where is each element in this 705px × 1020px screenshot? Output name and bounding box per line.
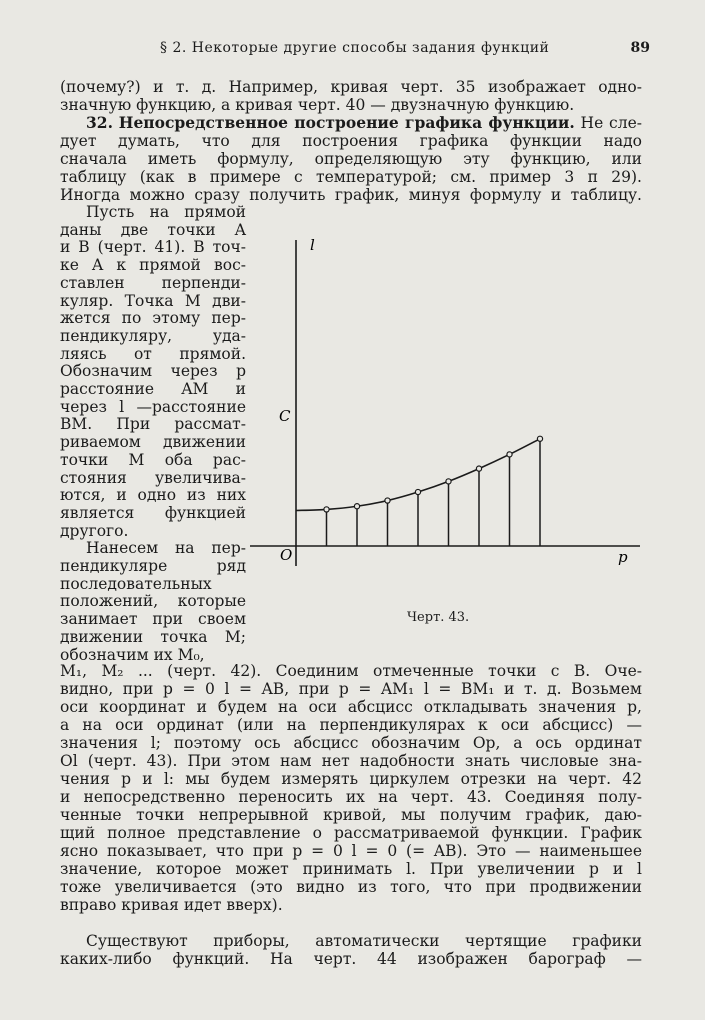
text-line: и B (черт. 41). В точ-: [60, 238, 246, 257]
origin-label: O: [280, 546, 293, 564]
text-line: BM. При рассмат-: [60, 415, 246, 434]
text-line: оси координат и будем на оси абсцисс откладывать значения p,: [60, 698, 642, 716]
section-heading-tail: Не сле-: [580, 114, 642, 132]
figure-caption: Черт. 43.: [407, 610, 470, 625]
page-number: 89: [630, 40, 650, 56]
text-line: через l —расстояние: [60, 397, 246, 416]
text-line: ляясь от прямой.: [60, 344, 246, 363]
text-line: значения l; поэтому ось абсцисс обозначим Op, а ось ординат: [60, 734, 642, 752]
text-line: а на оси ординат (или на перпендикулярах к оси абсцисс) —: [60, 716, 642, 734]
intercept-label: C: [279, 407, 291, 425]
text-line: щий полное представление о рассматриваемой функции. График: [60, 824, 642, 842]
text-line: Ol (черт. 43). При этом нам нет надобности знать числовые зна-: [60, 752, 642, 770]
figure-43-graph: [250, 222, 640, 602]
text-line: дует думать, что для построения графика функции надо: [60, 132, 642, 150]
y-axis-label: l: [310, 236, 315, 254]
text-line: куляр. Точка M дви-: [60, 291, 246, 310]
header-title: § 2. Некоторые другие способы задания функций: [160, 40, 550, 56]
curve-point: [507, 452, 512, 457]
section-heading-line: [60, 114, 642, 132]
text-line: стояния увеличива-: [60, 468, 246, 487]
curve-point: [415, 489, 420, 494]
text-line: пендикуляре ряд: [60, 557, 246, 575]
text-line: расстояние AM и: [60, 380, 246, 398]
text-line: Существуют приборы, автоматически чертящие графики: [86, 932, 642, 950]
text-line: видно, при p = 0 l = AB, при p = AM₁ l = BM₁ и т. д. Возьмем: [60, 680, 642, 698]
curve-point: [385, 498, 390, 503]
text-line: сначала иметь формулу, определяющую эту функцию, или: [60, 150, 642, 168]
text-line: занимает при своем: [60, 610, 246, 629]
running-header: [60, 40, 650, 62]
text-line: каких-либо функций. На черт. 44 изображен барограф —: [60, 950, 642, 968]
x-axis-label: p: [618, 548, 628, 566]
text-line: значение, которое может принимать l. При увеличении p и l: [60, 860, 642, 878]
text-line: M₁, M₂ ... (черт. 42). Соединим отмеченные точки с B. Оче-: [60, 662, 642, 680]
text-line: даны две точки A: [60, 220, 246, 239]
text-line: чения p и l: мы будем измерять циркулем отрезки на черт. 42: [60, 770, 642, 788]
text-line: положений, которые: [60, 592, 246, 611]
curve-point: [476, 466, 481, 471]
text-line: ясно показывает, что при p = 0 l = 0 (= AB). Это — наименьшее: [60, 842, 642, 860]
text-line: Обозначим через p: [60, 362, 246, 381]
text-line: тоже увеличивается (это видно из того, что при продвижении: [60, 878, 642, 896]
text-line: движении точка M;: [60, 627, 246, 646]
text-line: Пусть на прямой: [86, 203, 246, 221]
section-number: 32.: [86, 113, 113, 132]
text-line: другого.: [60, 521, 129, 540]
text-line: риваемом движении: [60, 433, 246, 452]
section-heading: Непосредственное построение графика функции.: [118, 113, 575, 132]
text-line: ченные точки непрерывной кривой, мы получим график, даю-: [60, 806, 642, 824]
text-line: жется по этому пер-: [60, 309, 246, 328]
curve-point: [537, 436, 542, 441]
text-line: ются, и одно из них: [60, 486, 246, 505]
curve-point: [324, 507, 329, 512]
text-line: является функцией: [60, 503, 246, 522]
curve-point: [446, 479, 451, 484]
text-line: точки M оба рас-: [60, 450, 246, 469]
text-line: обозначим их M₀,: [60, 645, 205, 664]
text-line: таблицу (как в примере с температурой; см. пример 3 п 29).: [60, 168, 642, 186]
curve-point: [354, 504, 359, 509]
text-line: значную функцию, а кривая черт. 40 — двузначную функцию.: [60, 96, 575, 114]
text-line: Иногда можно сразу получить график, минуя формулу и таблицу.: [60, 186, 642, 204]
text-line: и непосредственно переносить их на черт. 43. Соединяя полу-: [60, 788, 642, 806]
text-line: Нанесем на пер-: [86, 539, 246, 558]
text-line: вправо кривая идет вверх).: [60, 896, 283, 914]
text-line: последовательных: [60, 574, 212, 593]
text-line: ке A к прямой вос-: [60, 256, 246, 275]
text-line: (почему?) и т. д. Например, кривая черт. 35 изображает одно-: [60, 78, 642, 96]
text-line: ставлен перпенди-: [60, 273, 246, 292]
text-line: пендикуляру, уда-: [60, 326, 246, 345]
